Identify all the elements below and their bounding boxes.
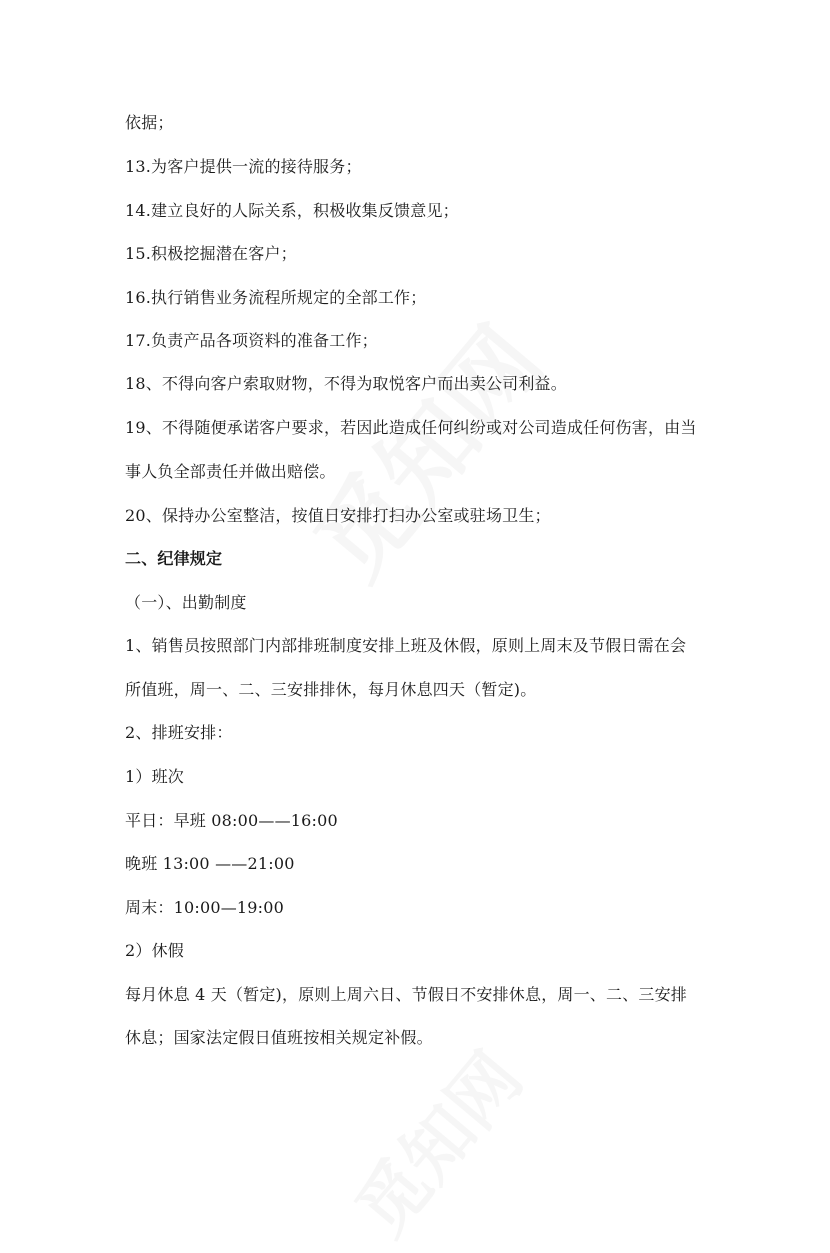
text-line: 1）班次 bbox=[125, 767, 184, 786]
text-line: 14.建立良好的人际关系，积极收集反馈意见； bbox=[125, 201, 459, 220]
text-line: 17.负责产品各项资料的准备工作； bbox=[125, 331, 378, 350]
text-line: 2、排班安排： bbox=[125, 723, 233, 742]
text-line: 每月休息 4 天（暂定)，原则上周六日、节假日不安排休息，周一、二、三安排 bbox=[125, 985, 687, 1004]
text-line: 平日：早班 08:00——16:00 bbox=[125, 811, 338, 830]
text-line: 事人负全部责任并做出赔偿。 bbox=[125, 462, 336, 481]
text-line: 周末：10:00—19:00 bbox=[125, 898, 285, 917]
text-line: 19、不得随便承诺客户要求，若因此造成任何纠纷或对公司造成任何伤害，由当 bbox=[125, 418, 697, 437]
text-line: 依据； bbox=[125, 113, 174, 132]
text-line: 所值班，周一、二、三安排排休，每月休息四天（暂定)。 bbox=[125, 680, 537, 699]
text-line: 休息；国家法定假日值班按相关规定补假。 bbox=[125, 1028, 433, 1047]
text-line: 晚班 13:00 ——21:00 bbox=[125, 854, 295, 873]
subsection-heading: （一）、出勤制度 bbox=[125, 593, 247, 612]
watermark bbox=[329, 1028, 541, 1253]
text-line: 16.执行销售业务流程所规定的全部工作； bbox=[125, 288, 427, 307]
text-line: 1、销售员按照部门内部排班制度安排上班及休假，原则上周末及节假日需在会 bbox=[125, 636, 687, 655]
text-line: 13.为客户提供一流的接待服务； bbox=[125, 157, 362, 176]
text-line: 20、保持办公室整洁，按值日安排打扫办公室或驻场卫生； bbox=[125, 506, 551, 525]
text-line: 2）休假 bbox=[125, 941, 184, 960]
text-line: 15.积极挖掘潜在客户； bbox=[125, 244, 297, 263]
section-heading: 二、纪律规定 bbox=[125, 549, 223, 568]
text-line: 18、不得向客户索取财物，不得为取悦客户而出卖公司利益。 bbox=[125, 374, 567, 393]
